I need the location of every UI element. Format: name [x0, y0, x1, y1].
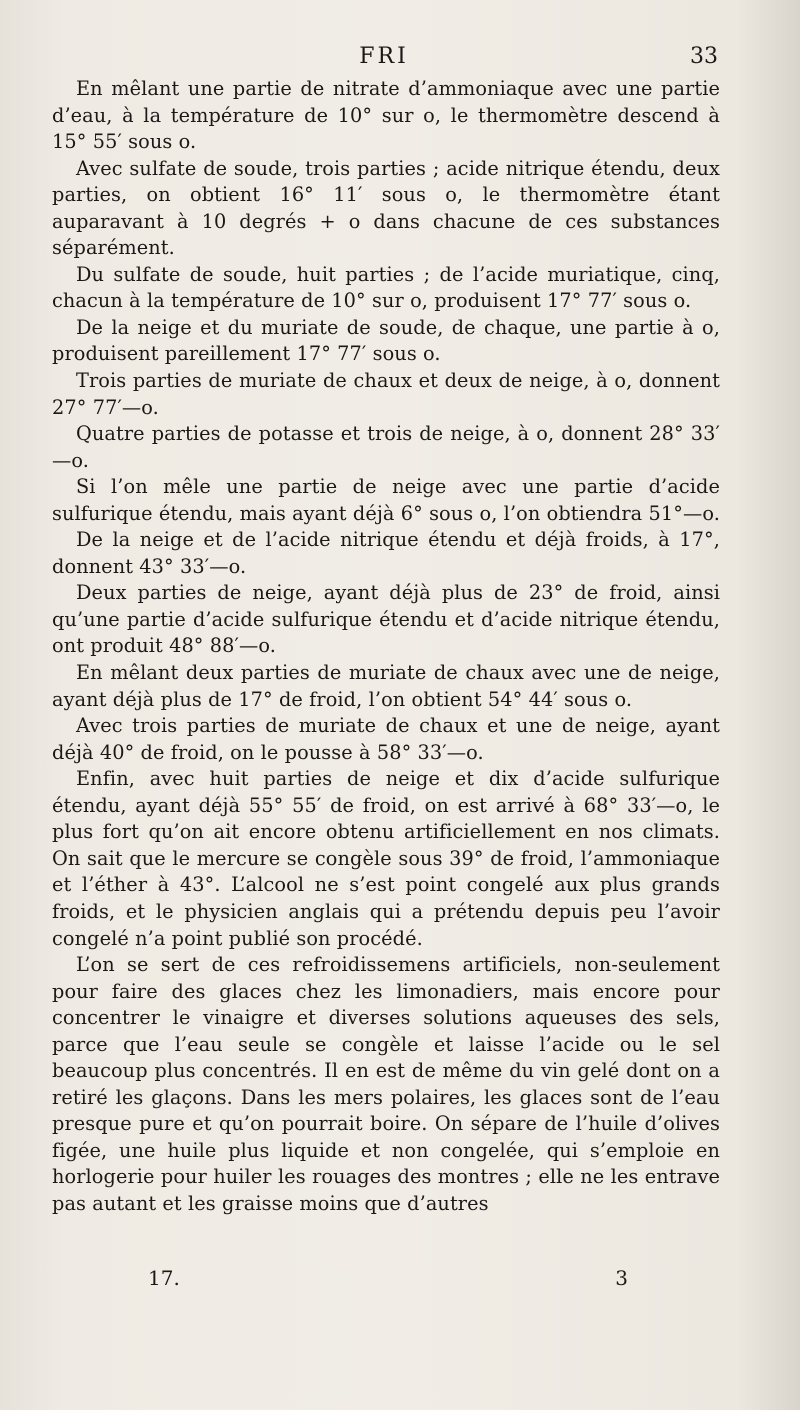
paragraph: En mêlant deux parties de muriate de chaux avec une de neige, ayant déjà plus de 17° de froid, l’on obtient 54° 44′ sous o.	[52, 661, 720, 711]
paragraph: L’on se sert de ces refroidissemens artificiels, non-seulement pour faire des glaces chez les limonadiers, mais encore pour concentrer le vinaigre et diverses solutions aqueuses des sels, parce que l’eau seule se congèle et laisse l’acide ou le sel beaucoup plus concentrés. Il en est de même du vin gelé dont on a retiré les glaçons. Dans les mers polaires, les glaces sont de l’eau presque pure et qu’on pourrait boire. On sépare de l’huile d’olives figée, une huile plus liquide et non congelée, qui s’emploie en horlogerie pour huiler les rouages des montres ; elle ne les entrave pas autant et les graisse moins que d’autres	[52, 953, 720, 1215]
paragraph: Avec sulfate de soude, trois parties ; acide nitrique étendu, deux parties, on obtient 16° 11′ sous o, le thermomètre étant auparavant à 10 degrés + o dans chacune de ces substances séparément.	[52, 156, 720, 260]
paragraph: Si l’on mêle une partie de neige avec une partie d’acide sulfurique étendu, mais ayant déjà 6° sous o, l’on obtiendra 51°—o.	[52, 475, 720, 525]
running-head	[50, 44, 718, 74]
body-text	[52, 76, 720, 1218]
paragraph: Quatre parties de potasse et trois de neige, à o, donnent 28° 33′—o.	[52, 422, 720, 472]
paragraph: Avec trois parties de muriate de chaux et une de neige, ayant déjà 40° de froid, on le pousse à 58° 33′—o.	[52, 714, 720, 764]
paragraph: Du sulfate de soude, huit parties ; de l’acide muriatique, cinq, chacun à la température de 10° sur o, produisent 17° 77′ sous o.	[52, 262, 720, 313]
paragraph: Trois parties de muriate de chaux et deux de neige, à o, donnent 27° 77′—o.	[52, 369, 720, 419]
sheet-number: 3	[615, 1266, 628, 1290]
running-head-title: FRI	[359, 44, 409, 69]
paragraph: De la neige et du muriate de soude, de chaque, une partie à o, produisent pareillement 17° 77′ sous o.	[52, 315, 720, 366]
paragraph: En mêlant une partie de nitrate d’ammoniaque avec une partie d’eau, à la température de 10° sur o, le thermomètre descend à 15° 55′ sous o.	[52, 77, 720, 154]
page-number: 33	[690, 44, 718, 69]
paragraph: Enfin, avec huit parties de neige et dix d’acide sulfurique étendu, ayant déjà 55° 55′ de froid, on est arrivé à 68° 33′—o, le plus fort qu’on ait encore obtenu artificiellement en nos climats. On sait que le mercure se congèle sous 39° de froid, l’ammoniaque et l’éther à 43°. L’alcool ne s’est point congelé aux plus grands froids, et le physicien anglais qui a prétendu depuis peu l’avoir congelé n’a point publié son procédé.	[52, 767, 720, 950]
paragraph: De la neige et de l’acide nitrique étendu et déjà froids, à 17°, donnent 43° 33′—o.	[52, 528, 720, 578]
signature-mark: 17.	[148, 1266, 180, 1290]
page-footer	[148, 1266, 628, 1296]
paragraph: Deux parties de neige, ayant déjà plus de 23° de froid, ainsi qu’une partie d’acide sulfurique étendu et d’acide nitrique étendu, ont produit 48° 88′—o.	[52, 581, 720, 658]
